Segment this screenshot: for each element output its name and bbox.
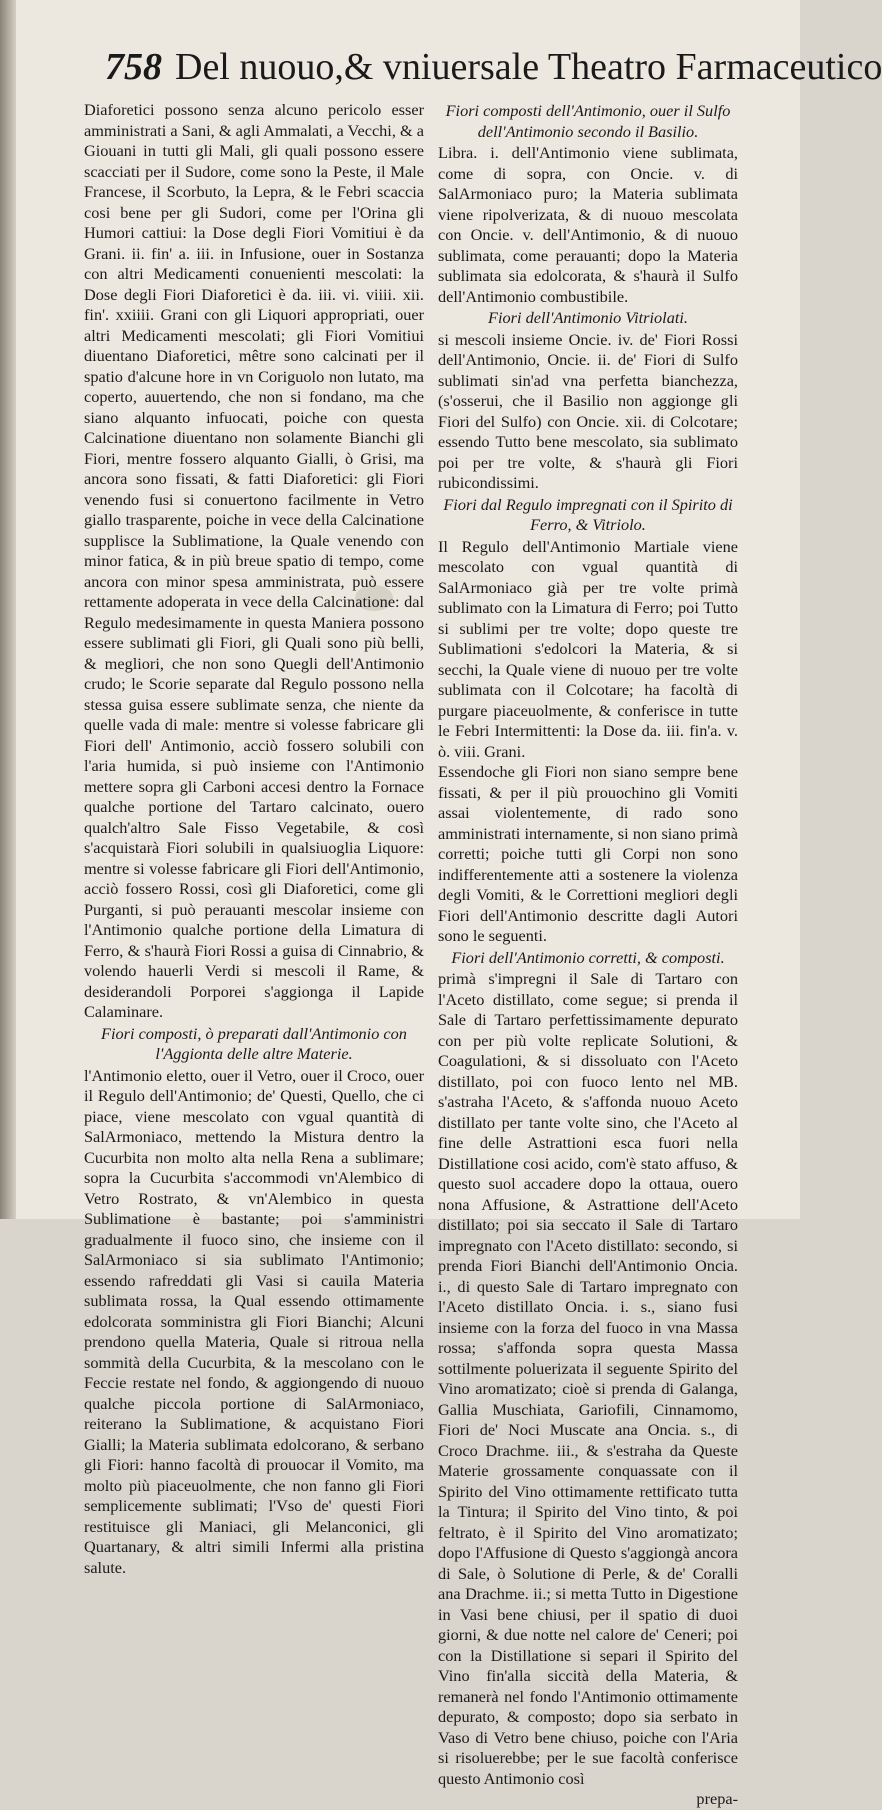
- paragraph: l'Antimonio eletto, ouer il Vetro, ouer il Croco, ouer il Regulo dell'Antimonio; de' Questi, Quello, che ci piace, viene mescolato con vgual quantità di SalArmoniaco, mettendo la Mistura dentro la Cucurbita non molto alta nella Rena a sublimare; sopra la Cucurbita s'accommodi vn'Alembico di Vetro Rostrato, & vn'Alembico in questa Sublimatione è bastante; poi s'amministri gradualmente il fuoco sino, che insieme con il SalArmoniaco si sia sublimato l'Antimonio; essendo rafreddati gli Vasi si cauila Materia sublimata rossa, la Qual essendo ottimamente edolcorata somministra gli Fiori Bianchi; Alcuni prendono quella Materia, Quale si ritroua nella sommità della Cucurbita, & la mescolano con le Feccie restate nel fondo, & aggiongendo di nuouo qualche piccola portione di SalArmoniaco, reiterano la Sublimatione, & acquistano Fiori Gialli; la Materia sublimata edolcorano, & serbano gli Fiori: hanno facoltà di prouocar il Vomito, ma molto più piaceuolmente, che non fanno gli Fiori semplicemente sublimati; l'Vso de' questi Fiori restituisce gli Maniaci, gli Melanconici, gli Quartanary, & altri simili Infermi alla pristina salute.: [84, 1065, 424, 1577]
- section-heading: Fiori composti, ò preparati dall'Antimonio con l'Aggionta delle altre Materie.: [101, 1023, 407, 1063]
- paragraph: Essendoche gli Fiori non siano sempre bene fissati, & per il più prouochino gli Vomiti assai violentemente, di rado sono amministrati internamente, si non siano primà corretti; poiche tutti gli Corpi non sono indifferentemente atti a sostenere la violenza degli Vomiti, & le Correttioni megliori degli Fiori dell'Antimonio descritte dagli Autori sono le seguenti.: [438, 762, 738, 945]
- page-number: 758: [105, 46, 162, 88]
- paragraph: Diaforetici possono senza alcuno pericolo esser amministrati a Sani, & agli Ammalati, a Vecchi, & a Giouani in tutti gli Mali, gli quali possono essere scacciati per il Sudore, come sono la Peste, il Male Francese, il Scorbuto, la Lepra, & le Febri scaccia cosi bene per gli Sudori, come per l'Orina gli Humori cattiui: la Dose degli Fiori Vomitiui è da Grani. ii. fin' a. iii. in Infusione, ouer in Sostanza con altri Medicamenti conuenienti mescolati: la Dose degli Fiori Diaforetici è da. iii. vi. viiii. xii. fin'. xxiiii. Grani con gli Liquori appropriati, ouer altri Medicamenti mescolati; gli Fiori Vomitiui diuentano Diaforetici, mêtre sono calcinati per il spatio d'alcune hore in vn Coriguolo non lutato, ma coperto, auuertendo, che non si fondano, ma che siano alquanto infuocati, poiche con questa Calcinatione diuentano non solamente Bianchi gli Fiori, mentre fossero alquanto Gialli, ò Grisi, ma ancora sono fissati, & fatti Diaforetici: gli Fiori venendo fusi si conuertono facilmente in Vetro giallo trasparente, poiche in vece della Calcinatione supplisce la Sublimatione, la Quale venendo con minor fatica, & in più breue spatio di tempo, come ancora con minor spesa amministrata, può essere rettamente adoperata in vece della Calcinatione: dal Regulo medesimamente in questa Maniera possono essere sublimati gli Fiori, gli Quali sono più belli, & megliori, che non sono Quegli dell'Antimonio crudo; le Scorie separate dal Regulo possono nella stessa guisa essere sublimate senza, che niente da quelle vada di male: mentre si volesse fabricare gli Fiori dell' Antimonio, acciò fossero solubili con l'aria humida, si può insieme con l'Antimonio mettere sopra gli Carboni accesi dentro la Fornace qualche portione del Tartaro calcinato, ouero qualch'altro Sale Fisso Vegetabile, & così s'acquistarà Fiori solubili in qualsiuoglia Liquore: mentre si volesse fabricare gli Fiori dell'Antimonio, acciò fossero Rossi, così gli Diaforetici, come gli Purganti, si può perauanti mescolar insieme con l'Antimonio qualche portione della Limatura di Ferro, & s'haurà Fiori Rossi a guisa di Cinnabrio, & volendo hauerli Verdi si mescoli il Rame, & desiderandoli Porporei s'aggionga il Lapide Calaminare.: [84, 100, 424, 1021]
- paragraph: primà s'impregni il Sale di Tartaro con l'Aceto distillato, come segue; si prenda il Sale di Tartaro perfettissimamente depurato con per più volte replicate Solutioni, & Coagulationi, & si dissoluato con l'Aceto distillato, poi con fuoco lento nel MB. s'astraha l'Aceto, & s'affonda nuouo Aceto distillato per tante volte sino, che l'Aceto al fine delle Astrattioni esca fuori nella Distillatione cosi acido, com'è stato affuso, & questo suol accadere dopo la ottaua, ouero nona Affusione, & Astrattione dell'Aceto distillato; poi sia seccato il Sale di Tartaro impregnato con l'Aceto distillato: secondo, si prenda Fiori Bianchi dell'Antimonio Oncia. i., di questo Sale di Tartaro impregnato con l'Aceto distillato Oncia. i. s., siano fusi insieme con la forza del fuoco in vna Massa rossa; s'affonda sopra questa Massa sottilmente poluerizata il seguente Spirito del Vino aromatizato; cioè si prenda di Galanga, Gallia Muschiata, Gariofili, Cinnamomo, Fiori de' Noci Muscate ana Oncia. s., di Croco Drachme. iii., & s'estraha da Queste Materie grossamente conquassate con il Spirito del Vino ottimamente rettificato tutta la Tintura; il Spirito del Vino tinto, & poi feltrato, è il Spirito del Vino aromatizato; dopo l'Affusione di Questo s'aggiongà ancora di Sale, ò Solutione di Perle, & de' Coralli ana Drachme. ii.; si metta Tutto in Digestione in Vasi bene chiusi, per il spatio di duoi giorni, & due notte nel calore de' Ceneri; poi con la Distillatione si separi il Spirito del Vino fin'alla siccità della Materia, & remanerà nel fondo l'Antimonio ottimamente depurato, & composto; dopo sia serbato in Vaso di Vetro bene chiuso, poiche con l'Aria si risoluerebbe; per le sue facoltà conferisce questo Antimonio così: [438, 969, 738, 1788]
- section-heading: Fiori dal Regulo impregnati con il Spirito di Ferro, & Vitriolo.: [443, 494, 733, 534]
- paragraph: si mescoli insieme Oncie. iv. de' Fiori Rossi dell'Antimonio, Oncie. ii. de' Fiori di Sulfo sublimati sin'ad vna perfetta bianchezza, (s'osserui, che il Basilio non aggionge gli Fiori del Sulfo) con Oncie. xii. di Colcotare; essendo Tutto bene mescolato, sia sublimato poi per tre volte, & s'haurà gli Fiori rubicondissimi.: [438, 329, 738, 492]
- page-header: [105, 38, 882, 96]
- catchword: prepa-: [696, 1789, 738, 1808]
- paragraph: Libra. i. dell'Antimonio viene sublimata, come di sopra, con Oncie. v. di SalArmoniaco puro; la Materia sublimata viene ripolverizata, & di nuouo mescolata con Oncie. v. dell'Antimonio, & di nuouo sublimata, come perauanti; dopo la Materia sublimata sia edolcorata, & s'haurà il Sulfo dell'Antimonio combustibile.: [438, 143, 738, 306]
- running-title: Del nuouo,& vniuersale Theatro Farmaceutico: [175, 46, 882, 88]
- section-heading: Fiori dell'Antimonio corretti, & composti.: [451, 947, 725, 967]
- paragraph: Il Regulo dell'Antimonio Martiale viene mescolato con vgual quantità di SalArmoniaco già per tre volte primà sublimato con la Limatura di Ferro; poi Tutto si sublimi per tre volte; dopo queste tre Sublimationi s'edolcori la Materia, & si secchi, la Quale viene di nuouo per tre volte sublimata con il Colcotare; ha facoltà di purgare piaceuolmente, & conferisce in tutte le Febri Intermittenti: la Dose da. iii. fin'a. v. ò. viii. Grani.: [438, 536, 738, 761]
- binding-edge: [0, 0, 16, 1219]
- left-column: [84, 100, 424, 1577]
- section-heading: Fiori dell'Antimonio Vitriolati.: [488, 308, 688, 327]
- right-column: [438, 100, 738, 1808]
- section-heading: Fiori composti dell'Antimonio, ouer il Sulfo dell'Antimonio secondo il Basilio.: [445, 101, 731, 141]
